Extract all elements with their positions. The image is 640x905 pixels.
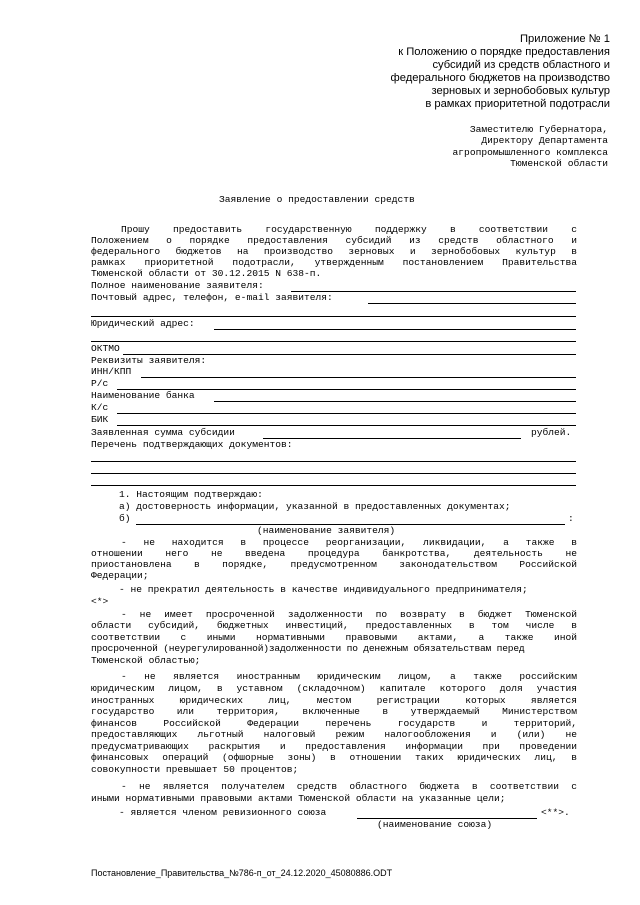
legal-address-field-extra[interactable] bbox=[91, 341, 576, 342]
clause-line: государство или территория, включенные в утверждаемый Министерством bbox=[91, 706, 577, 717]
requisites-label: Реквизиты заявителя: bbox=[91, 355, 207, 366]
ks-field[interactable] bbox=[117, 413, 576, 414]
docs-field[interactable] bbox=[91, 461, 576, 462]
intro-line: федерального бюджетов на производство зерновых и зернобобовых культур в bbox=[91, 246, 577, 257]
sum-unit: рублей. bbox=[531, 427, 572, 438]
postal-field-extra[interactable] bbox=[91, 316, 576, 317]
footnote-marker: <**>. bbox=[541, 807, 570, 818]
applicant-name-caption: (наименование заявителя) bbox=[257, 525, 396, 536]
addressee-line: агропромышленного комплекса bbox=[452, 147, 608, 158]
sum-field[interactable] bbox=[263, 438, 521, 439]
clause-line: Федерации; bbox=[91, 570, 149, 581]
clause-line: совокупности превышает 50 процентов; bbox=[91, 764, 299, 775]
full-name-label: Полное наименование заявителя: bbox=[91, 280, 264, 291]
clause-line: - не прекратил деятельность в качестве индивидуального предпринимателя; bbox=[119, 584, 528, 595]
appendix-line: субсидий из средств областного и bbox=[432, 59, 610, 71]
legal-address-field[interactable] bbox=[214, 329, 576, 330]
postal-field[interactable] bbox=[368, 303, 576, 304]
bank-field[interactable] bbox=[214, 401, 576, 402]
addressee-line: Тюменской области bbox=[510, 158, 608, 169]
appendix-number: Приложение № 1 bbox=[519, 33, 610, 45]
rs-label: Р/с bbox=[91, 378, 109, 389]
document-title: Заявление о предоставлении средств bbox=[219, 194, 415, 205]
addressee-line: Директору Департамента bbox=[481, 135, 608, 146]
clause-line: соответствии с иными нормативными правовыми актами, а также иной bbox=[91, 632, 577, 643]
inn-label: ИНН/КПП bbox=[91, 366, 132, 377]
appendix-line: зерновых и зернобобовых культур bbox=[431, 85, 610, 97]
clause-line: финансов Российской Федерации перечень государств и территорий, bbox=[91, 718, 577, 729]
appendix-line: в рамках приоритетной подотрасли bbox=[425, 98, 610, 110]
clause-line: отношении него не введена процедура банкротства, деятельность не bbox=[91, 548, 577, 559]
clause-line: иными нормативными правовыми актами Тюменской области на указанные цели; bbox=[91, 793, 506, 804]
clause-line: - не находится в процессе реорганизации, ликвидации, а также в bbox=[121, 537, 577, 548]
addressee-line: Заместителю Губернатора, bbox=[469, 124, 608, 135]
clause-line: - не является получателем средств областного бюджета в соответствии с bbox=[121, 781, 577, 792]
confirm-item-b-colon: : bbox=[568, 513, 574, 524]
full-name-field[interactable] bbox=[291, 291, 576, 292]
bank-label: Наименование банка bbox=[91, 390, 195, 401]
ks-label: К/с bbox=[91, 402, 109, 413]
clause-line: предусматривающих раскрытия и предоставления информации при проведении bbox=[91, 741, 577, 752]
appendix-line: к Положению о порядке предоставления bbox=[398, 46, 610, 58]
docs-field[interactable] bbox=[91, 473, 576, 474]
clause-line: Тюменской областью; bbox=[91, 655, 201, 666]
intro-line: Положением о порядке предоставления субсидий из средств областного и bbox=[91, 235, 577, 246]
legal-address-label: Юридический адрес: bbox=[91, 318, 195, 329]
clause-line: - не является иностранным юридическим лицом, а также российским bbox=[121, 671, 577, 682]
docs-label: Перечень подтверждающих документов: bbox=[91, 439, 293, 450]
bik-label: БИК bbox=[91, 414, 109, 425]
clause-line: иностранных юридических лиц, местом регистрации которых является bbox=[91, 695, 577, 706]
clause-line: предоставляющих льготный налоговый режим налогообложения и (или) не bbox=[91, 729, 577, 740]
clause-line: - не имеет просроченной задолженности по возврату в бюджет Тюменской bbox=[121, 609, 577, 620]
clause-line: просроченной (неурегулированной)задолженности по денежным обязательствам перед bbox=[91, 643, 525, 654]
clause-line: финансовых операций (офшорные зоны) в отношении таких юридических лиц, в bbox=[91, 752, 577, 763]
intro-line: Прошу предоставить государственную поддержку в соответствии с bbox=[121, 224, 577, 235]
file-footer: Постановление_Правительства_№786-п_от_24.12.2020_45080886.ODT bbox=[91, 868, 393, 878]
confirm-item-a: а) достоверность информации, указанной в предоставленных документах; bbox=[119, 501, 511, 512]
clause-line: юридическим лицом, в уставном (складочном) капитале которого доля участия bbox=[91, 683, 577, 694]
clause-line: приостановлена в порядке, предусмотренном законодательством Российской bbox=[91, 559, 577, 570]
bik-field[interactable] bbox=[117, 425, 576, 426]
appendix-line: федерального бюджетов на производство bbox=[390, 72, 610, 84]
docs-field[interactable] bbox=[91, 485, 576, 486]
footnote-marker: <*> bbox=[91, 596, 109, 607]
confirm-heading: 1. Настоящим подтверждаю: bbox=[119, 489, 263, 500]
confirm-item-b-prefix: б) bbox=[119, 513, 131, 524]
oktmo-label: ОКТМО bbox=[91, 343, 120, 354]
postal-label: Почтовый адрес, телефон, e-mail заявителя: bbox=[91, 292, 333, 303]
inn-field[interactable] bbox=[141, 377, 576, 378]
intro-line: рамках приоритетной подотрасли, утвержденным постановлением Правительства bbox=[91, 257, 577, 268]
clause-line: - является членом ревизионного союза bbox=[119, 807, 327, 818]
clause-line: области субсидий, бюджетных инвестиций, предоставленных в том числе в bbox=[91, 620, 577, 631]
sum-label: Заявленная сумма субсидии bbox=[91, 427, 235, 438]
intro-line: Тюменской области от 30.12.2015 N 638-п. bbox=[91, 268, 322, 279]
union-name-caption: (наименование союза) bbox=[377, 819, 493, 830]
